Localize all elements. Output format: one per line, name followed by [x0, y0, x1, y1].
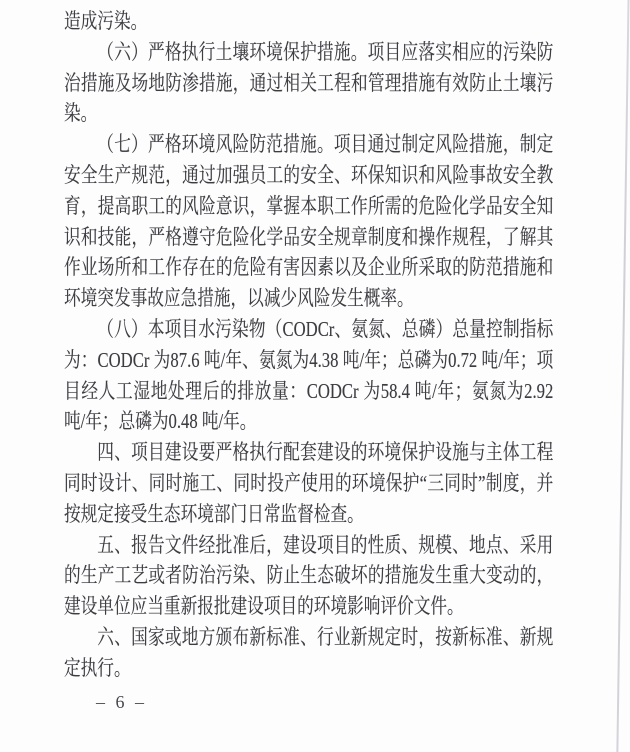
paragraph-item-6: 六、国家或地方颁布新标准、行业新规定时，按新标准、新规定执行。 [64, 624, 554, 680]
paragraph-clause-7: （七）严格环境风险防范措施。项目通过制定风险措施，制定安全生产规范，通过加强员工的安全、环保知识和风险事故安全教育，提高职工的风险意识，掌握本职工作所需的危险化学品安全知识和技能，严格遵守危险化学品安全规章制度和操作规程，了解其作业场所和工作存在的危险有害因素以及企业所采取的防范措施和环境突发事故应急措施，以减少风险发生概率。 [64, 132, 554, 311]
scan-edge-artifact-line [616, 0, 629, 752]
paragraph-item-5: 五、报告文件经批准后，建设项目的性质、规模、地点、采用的生产工艺或者防治污染、防止生态破坏的措施发生重大变动的，建设单位应当重新报批建设项目的环境影响评价文件。 [64, 532, 554, 619]
paragraph-continuation: 造成污染。 [64, 9, 148, 33]
paragraph-clause-6: （六）严格执行土壤环境保护措施。项目应落实相应的污染防治措施及场地防渗措施，通过相关工程和管理措施有效防止土壤污染。 [64, 39, 554, 126]
body-text [64, 6, 553, 684]
paragraph-clause-8: （八）本项目水污染物（CODCr、氨氮、总磷）总量控制指标为：CODCr 为87.6 吨/年、氨氮为4.38 吨/年；总磷为0.72 吨/年；项目经人工湿地处理后的排放量：CODCr 为58.4 吨/年；氨氮为2.92 吨/年；总磷为0.48 吨/年。 [64, 316, 554, 434]
page-number: – 6 – [96, 692, 147, 712]
paragraph-item-4: 四、项目建设要严格执行配套建设的环境保护设施与主体工程同时设计、同时施工、同时投产使用的环境保护“三同时”制度，并按规定接受生态环境部门日常监督检查。 [64, 440, 554, 526]
